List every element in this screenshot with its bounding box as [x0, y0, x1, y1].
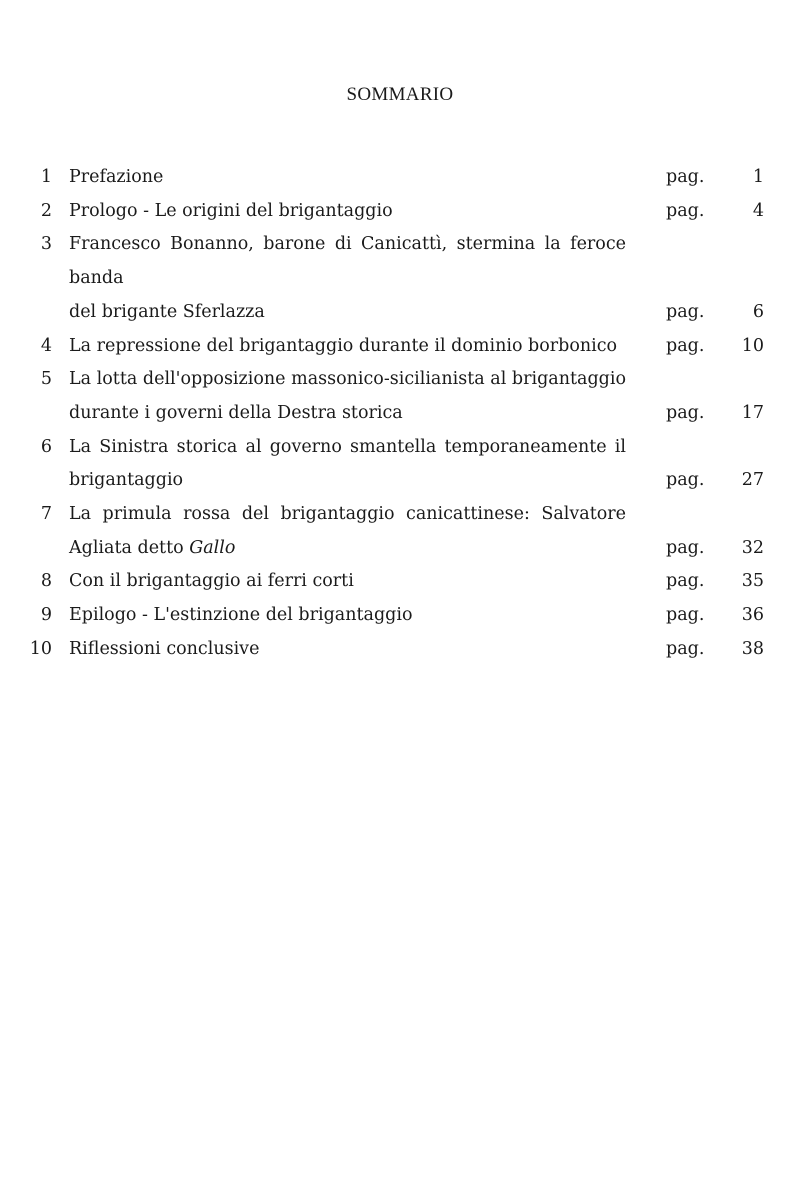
entry-title-line: Epilogo - L'estinzione del brigantaggio	[69, 605, 413, 626]
entry-page-number: 10	[741, 335, 764, 356]
entry-number: 5	[40, 369, 52, 390]
toc-entry	[0, 498, 800, 565]
entry-pag-label: pag.	[666, 167, 705, 187]
toc-entry	[0, 161, 800, 195]
entry-title-line: La primula rossa del brigantaggio canicattinese: Salvatore	[69, 504, 626, 525]
entry-page-number: 36	[741, 605, 764, 626]
entry-pag-label: pag.	[666, 470, 705, 491]
entry-title	[69, 161, 644, 195]
entry-title	[69, 633, 644, 667]
entry-title-line: Con il brigantaggio ai ferri corti	[69, 571, 354, 592]
entry-title-line: La repressione del brigantaggio durante il dominio borbonico	[69, 335, 618, 356]
toc-entry	[0, 633, 800, 667]
entry-title	[69, 599, 644, 633]
toc-entry	[0, 228, 800, 329]
entry-number: 2	[40, 200, 52, 221]
toc-entry	[0, 195, 800, 229]
entry-title-line: del brigante Sferlazza	[69, 301, 265, 322]
entry-page-number: 1	[752, 167, 764, 187]
entry-title-line: durante i governi della Destra storica	[69, 402, 403, 423]
entry-number: 9	[40, 605, 52, 626]
entry-title	[69, 228, 644, 329]
entry-number: 10	[29, 638, 52, 659]
table-of-contents	[0, 161, 800, 667]
toc-entry	[0, 565, 800, 599]
entry-title-line: La Sinistra storica al governo smantella temporaneamente il	[69, 436, 626, 457]
entry-number: 1	[40, 167, 52, 187]
entry-number: 7	[40, 504, 52, 525]
entry-number: 3	[40, 234, 52, 255]
entry-pag-label: pag.	[666, 571, 705, 592]
page-title: SOMMARIO	[346, 84, 454, 105]
toc-entry	[0, 599, 800, 633]
entry-number: 8	[40, 571, 52, 592]
entry-pag-label: pag.	[666, 301, 705, 322]
entry-title	[69, 498, 644, 565]
entry-page-number: 38	[741, 638, 764, 659]
entry-title-italic: Gallo	[189, 537, 236, 558]
entry-title-line	[69, 532, 626, 566]
toc-entry	[0, 363, 800, 430]
entry-title-line: Riflessioni conclusive	[69, 638, 260, 659]
entry-pag-label: pag.	[666, 402, 705, 423]
entry-title	[69, 195, 644, 229]
entry-pag-label: pag.	[666, 605, 705, 626]
entry-title	[69, 363, 644, 430]
entry-page-number: 4	[752, 200, 764, 221]
entry-pag-label: pag.	[666, 335, 705, 356]
toc-entry	[0, 431, 800, 498]
toc-entry	[0, 330, 800, 364]
entry-page-number: 32	[741, 537, 764, 558]
entry-number: 6	[40, 436, 52, 457]
entry-pag-label: pag.	[666, 537, 705, 558]
entry-page-number: 35	[741, 571, 764, 592]
entry-title-line: La lotta dell'opposizione massonico-sicilianista al brigantaggio	[69, 369, 626, 390]
entry-title-line: brigantaggio	[69, 470, 184, 491]
entry-title	[69, 565, 644, 599]
entry-page-number: 17	[741, 402, 764, 423]
entry-title	[69, 431, 644, 498]
entry-title-line: Prefazione	[69, 167, 164, 187]
entry-pag-label: pag.	[666, 200, 705, 221]
entry-title-line: Prologo - Le origini del brigantaggio	[69, 200, 393, 221]
entry-page-number: 6	[752, 301, 764, 322]
entry-page-number: 27	[741, 470, 764, 491]
entry-number: 4	[40, 335, 52, 356]
entry-title	[69, 330, 644, 364]
entry-title-text: Agliata detto	[69, 537, 190, 558]
entry-title-line: Francesco Bonanno, barone di Canicattì, stermina la feroce banda	[69, 234, 626, 289]
entry-pag-label: pag.	[666, 638, 705, 659]
